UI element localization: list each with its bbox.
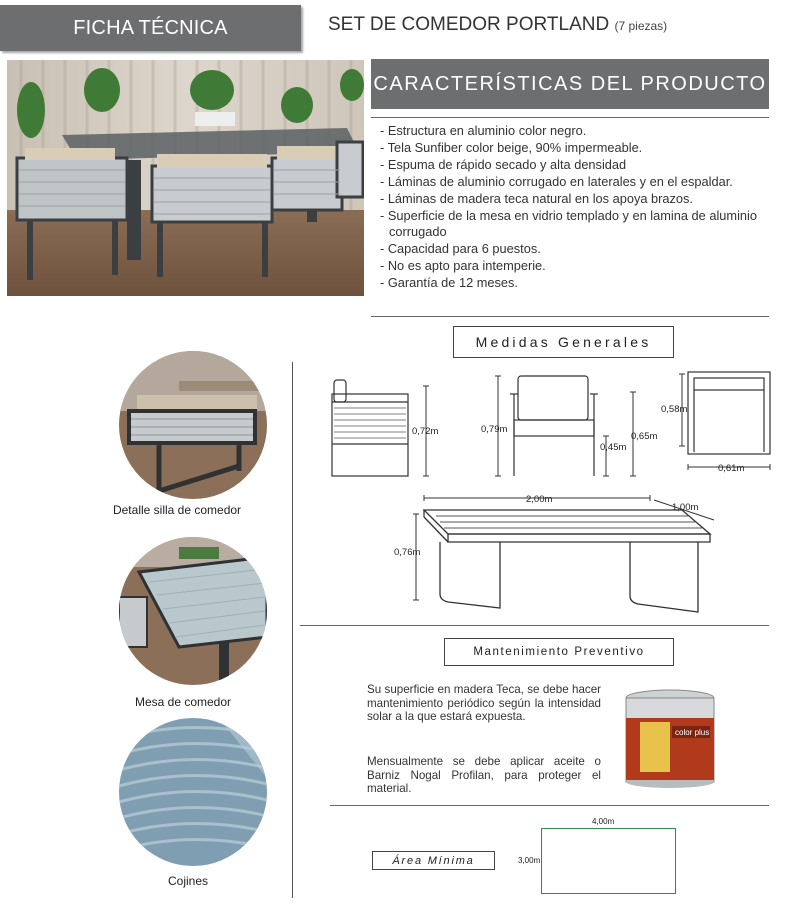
feature-list bbox=[380, 123, 770, 292]
varnish-can-image bbox=[622, 688, 718, 788]
area-width-label: 4,00m bbox=[592, 817, 615, 826]
table-width-label: 1,00m bbox=[672, 502, 699, 513]
chair-front-height-label: 0,79m bbox=[481, 424, 508, 435]
feature-item: - Tela Sunfiber color beige, 90% impermeable. bbox=[380, 139, 643, 155]
table-height-label: 0,76m bbox=[394, 547, 421, 558]
product-title bbox=[328, 14, 667, 36]
mantenimiento-title: Mantenimiento Preventivo bbox=[444, 638, 674, 666]
medidas-generales-title: Medidas Generales bbox=[453, 326, 674, 358]
seat-height-label: 0,45m bbox=[600, 442, 627, 453]
characteristics-header: CARACTERÍSTICAS DEL PRODUCTO bbox=[371, 59, 769, 109]
divider bbox=[330, 805, 769, 806]
divider bbox=[371, 117, 769, 118]
area-height-label: 3,00m bbox=[518, 856, 541, 865]
dimensions-diagram bbox=[320, 364, 780, 624]
maintenance-text-1: Su superficie en madera Teca, se debe hacer mantenimiento periódico según la intensidad solar a la que estará expuesta. bbox=[367, 683, 601, 724]
feature-item: - Espuma de rápido secado y alta densidad bbox=[380, 156, 627, 172]
product-name: SET DE COMEDOR PORTLAND bbox=[328, 14, 610, 35]
feature-item: - Láminas de aluminio corrugado en laterales y en el espaldar. bbox=[380, 173, 733, 189]
ficha-tecnica-tab: FICHA TÉCNICA bbox=[0, 5, 301, 51]
chair-side-height-label: 0,72m bbox=[412, 426, 439, 437]
caption-chair-detail: Detalle silla de comedor bbox=[112, 503, 242, 517]
chair-depth-label: 0,58m bbox=[661, 404, 688, 415]
chair-detail-photo bbox=[119, 351, 267, 499]
chair-top-view bbox=[688, 372, 770, 454]
feature-item: - Láminas de madera teca natural en los apoya brazos. bbox=[380, 190, 693, 206]
feature-item: - Estructura en aluminio color negro. bbox=[380, 123, 587, 138]
feature-item: - Superficie de la mesa en vidrio templado y en lamina de aluminio corrugado bbox=[380, 207, 757, 240]
table-detail-photo bbox=[119, 537, 267, 685]
chair-front-view bbox=[510, 376, 598, 476]
area-minima-title: Área Mínima bbox=[372, 851, 495, 870]
can-label: color plus bbox=[675, 728, 710, 737]
maintenance-text-2: Mensualmente se debe aplicar aceite o Barniz Nogal Profilan, para proteger el material. bbox=[367, 755, 601, 796]
hero-product-photo bbox=[7, 60, 364, 296]
divider bbox=[371, 316, 769, 317]
caption-table: Mesa de comedor bbox=[134, 695, 232, 709]
table-length-label: 2,00m bbox=[526, 494, 553, 505]
table-drawing bbox=[424, 510, 710, 612]
caption-cushions: Cojines bbox=[167, 874, 209, 888]
chair-width-label: 0,61m bbox=[718, 463, 745, 474]
feature-item: - Capacidad para 6 puestos. bbox=[380, 241, 541, 257]
cushion-detail-photo bbox=[119, 718, 267, 866]
chair-side-view bbox=[332, 380, 408, 476]
product-pieces: (7 piezas) bbox=[614, 19, 668, 33]
feature-item: - Garantía de 12 meses. bbox=[380, 275, 518, 291]
minimum-area-rectangle bbox=[541, 828, 676, 894]
column-divider bbox=[292, 362, 293, 898]
armrest-height-label: 0,65m bbox=[631, 431, 658, 442]
feature-item: - No es apto para intemperie. bbox=[380, 258, 546, 274]
divider bbox=[300, 625, 769, 626]
